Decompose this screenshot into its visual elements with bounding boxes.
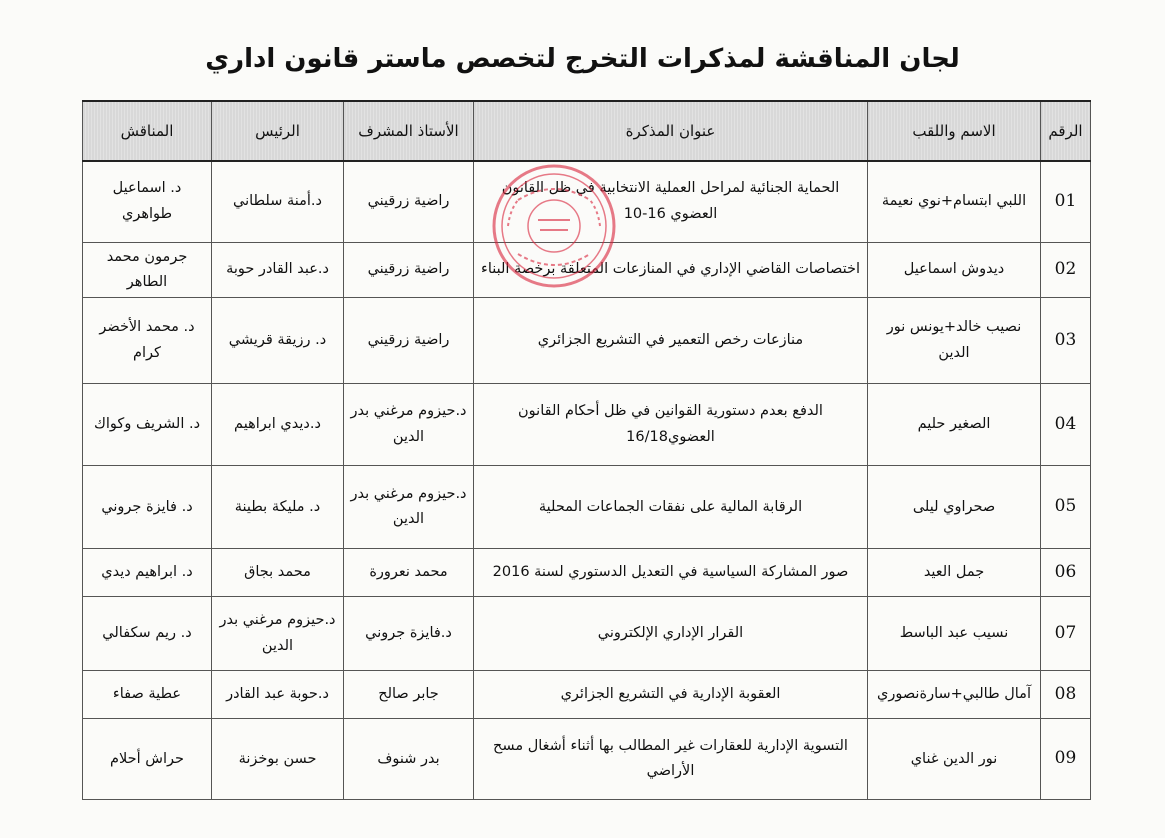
president: د. رزيقة قريشي: [212, 298, 344, 384]
president: د.حوبة عبد القادر: [212, 671, 344, 719]
examiner: د. فايزة جروني: [83, 466, 212, 549]
supervisor: د.حيزوم مرغني بدر الدين: [344, 384, 474, 466]
table-row: [83, 549, 1091, 597]
examiner: د. ابراهيم ديدي: [83, 549, 212, 597]
president: حسن بوخزنة: [212, 719, 344, 800]
supervisor: راضية زرقيني: [344, 242, 474, 298]
row-number: 01: [1041, 161, 1091, 242]
row-number: 04: [1041, 384, 1091, 466]
thesis-title: منازعات رخص التعمير في التشريع الجزائري: [474, 298, 868, 384]
student-name: نصيب خالد+يونس نور الدين: [868, 298, 1041, 384]
row-number: 05: [1041, 466, 1091, 549]
examiner: جرمون محمد الطاهر: [83, 242, 212, 298]
student-name: الصغير حليم: [868, 384, 1041, 466]
supervisor: د.حيزوم مرغني بدر الدين: [344, 466, 474, 549]
examiner: د. الشريف وكواك: [83, 384, 212, 466]
table-row: [83, 719, 1091, 800]
examiner: حراش أحلام: [83, 719, 212, 800]
table-row: [83, 384, 1091, 466]
student-name: ديدوش اسماعيل: [868, 242, 1041, 298]
thesis-title: الرقابة المالية على نفقات الجماعات المحلية: [474, 466, 868, 549]
supervisor: راضية زرقيني: [344, 161, 474, 242]
row-number: 09: [1041, 719, 1091, 800]
header-president: الرئيس: [212, 101, 344, 161]
thesis-title: صور المشاركة السياسية في التعديل الدستوري لسنة 2016: [474, 549, 868, 597]
header-thesis-title: عنوان المذكرة: [474, 101, 868, 161]
header-number: الرقم: [1041, 101, 1091, 161]
table-row: [83, 597, 1091, 671]
header-name: الاسم واللقب: [868, 101, 1041, 161]
table-row: [83, 161, 1091, 242]
examiner: د. محمد الأخضر كرام: [83, 298, 212, 384]
thesis-title: العقوبة الإدارية في التشريع الجزائري: [474, 671, 868, 719]
student-name: جمل العيد: [868, 549, 1041, 597]
examiner: د. ريم سكفالي: [83, 597, 212, 671]
president: محمد بجاق: [212, 549, 344, 597]
page-title: لجان المناقشة لمذكرات التخرج لتخصص ماستر قانون اداري: [205, 44, 960, 74]
row-number: 03: [1041, 298, 1091, 384]
student-name: نسيب عبد الباسط: [868, 597, 1041, 671]
row-number: 07: [1041, 597, 1091, 671]
row-number: 02: [1041, 242, 1091, 298]
committees-table: [82, 100, 1091, 800]
thesis-title: اختصاصات القاضي الإداري في المنازعات المتعلقة برخصة البناء: [474, 242, 868, 298]
table-row: [83, 671, 1091, 719]
student-name: صحراوي ليلى: [868, 466, 1041, 549]
president: د.أمنة سلطاني: [212, 161, 344, 242]
header-examiner: المناقش: [83, 101, 212, 161]
supervisor: بدر شنوف: [344, 719, 474, 800]
table-row: [83, 242, 1091, 298]
student-name: اللبي ابتسام+نوي نعيمة: [868, 161, 1041, 242]
student-name: نور الدين غناي: [868, 719, 1041, 800]
table-header-row: [83, 101, 1091, 161]
thesis-title: التسوية الإدارية للعقارات غير المطالب بها أثناء أشغال مسح الأراضي: [474, 719, 868, 800]
table-row: [83, 298, 1091, 384]
thesis-title: القرار الإداري الإلكتروني: [474, 597, 868, 671]
row-number: 08: [1041, 671, 1091, 719]
president: د.عبد القادر حوبة: [212, 242, 344, 298]
examiner: عطية صفاء: [83, 671, 212, 719]
thesis-title: الحماية الجنائية لمراحل العملية الانتخابية في ظل القانون العضوي 16-10: [474, 161, 868, 242]
supervisor: راضية زرقيني: [344, 298, 474, 384]
supervisor: جابر صالح: [344, 671, 474, 719]
examiner: د. اسماعيل طواهري: [83, 161, 212, 242]
thesis-title: الدفع بعدم دستورية القوانين في ظل أحكام القانون العضوي16/18: [474, 384, 868, 466]
row-number: 06: [1041, 549, 1091, 597]
supervisor: د.فايزة جروني: [344, 597, 474, 671]
supervisor: محمد نعرورة: [344, 549, 474, 597]
president: د.ديدي ابراهيم: [212, 384, 344, 466]
table-row: [83, 466, 1091, 549]
president: د.حيزوم مرغني بدر الدين: [212, 597, 344, 671]
president: د. مليكة بطينة: [212, 466, 344, 549]
header-supervisor: الأستاذ المشرف: [344, 101, 474, 161]
student-name: آمال طالبي+سارةنصوري: [868, 671, 1041, 719]
